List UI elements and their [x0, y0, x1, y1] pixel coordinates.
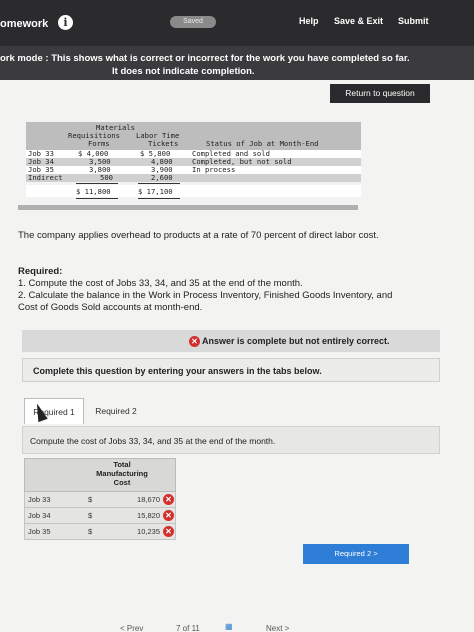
incorrect-icon: ✕ [163, 494, 174, 505]
row-label: Job 33 [28, 149, 54, 158]
row-labor: 3,900 [151, 165, 173, 174]
job-35-cost-input[interactable]: 10,235 [137, 527, 160, 536]
help-button[interactable]: Help [299, 16, 319, 26]
labor-double-underline [138, 198, 180, 199]
top-bar [0, 0, 474, 46]
job-34-cost-input[interactable]: 15,820 [137, 511, 160, 520]
job-data-table [18, 122, 358, 212]
header-materials-2: Requisitions [68, 131, 120, 140]
job-33-cost-input[interactable]: 18,670 [137, 495, 160, 504]
required-item-2b: Cost of Goods Sold accounts at month-end. [18, 302, 203, 313]
dollar-sign: $ [88, 511, 93, 520]
overhead-text: The company applies overhead to products at a rate of 70 percent of direct labor cost. [18, 230, 379, 241]
required-item-1: 1. Compute the cost of Jobs 33, 34, and 35 at the end of the month. [18, 278, 303, 289]
total-materials: $ 11,800 [76, 187, 111, 196]
work-mode-line2: It does not indicate completion. [112, 66, 255, 77]
job-33-label: Job 33 [28, 495, 51, 504]
row-status: Completed, but not sold [192, 157, 292, 166]
header-manufacturing: Manufacturing [96, 469, 148, 478]
row-labor: $ 5,800 [140, 149, 171, 158]
required-item-2a: 2. Calculate the balance in the Work in Process Inventory, Finished Goods Inventory, and [18, 290, 393, 301]
header-materials-1: Materials [96, 123, 135, 132]
row-materials: 3,800 [89, 165, 111, 174]
row-materials: $ 4,000 [78, 149, 109, 158]
row-label: Job 34 [28, 157, 54, 166]
table-separator [18, 205, 358, 210]
total-labor: $ 17,100 [138, 187, 173, 196]
job-35-label: Job 35 [28, 527, 51, 536]
page-indicator: 7 of 11 [176, 624, 200, 632]
row-status: In process [192, 165, 236, 174]
dollar-sign: $ [88, 527, 93, 536]
prev-button[interactable]: < Prev [120, 624, 144, 632]
work-mode-banner [0, 46, 474, 80]
submit-button[interactable]: Submit [398, 16, 429, 26]
instructions-text: Complete this question by entering your answers in the tabs below. [33, 366, 322, 376]
required-title: Required: [18, 266, 63, 277]
row-status: Completed and sold [192, 149, 270, 158]
answer-status-text: Answer is complete but not entirely correct. [202, 336, 390, 346]
header-total: Total [113, 460, 131, 469]
row-labor: 2,600 [151, 173, 173, 182]
materials-underline [76, 183, 118, 184]
info-icon[interactable]: i [58, 15, 73, 30]
row-label: Job 35 [28, 165, 54, 174]
header-materials-3: Forms [88, 139, 110, 148]
job-34-label: Job 34 [28, 511, 51, 520]
header-labor-2: Tickets [148, 139, 179, 148]
header-status: Status of Job at Month-End [206, 139, 319, 148]
required-2-next-button[interactable]: Required 2 > [303, 544, 409, 564]
next-button[interactable]: Next > [266, 624, 290, 632]
return-to-question-button[interactable]: Return to question [330, 84, 430, 103]
brand-label: omework [0, 18, 49, 30]
materials-double-underline [76, 198, 118, 199]
incorrect-icon: ✕ [163, 510, 174, 521]
question-text: Compute the cost of Jobs 33, 34, and 35 at the end of the month. [30, 436, 276, 446]
row-label: Indirect [28, 173, 63, 182]
table-row [26, 174, 361, 182]
saved-status-badge: Saved [170, 16, 216, 28]
tab-required-1[interactable]: Required 1 [24, 398, 84, 424]
work-mode-line1: ork mode : This shows what is correct or incorrect for the work you have completed so far. [0, 53, 410, 64]
save-exit-button[interactable]: Save & Exit [334, 16, 384, 26]
header-labor-1: Labor Time [136, 131, 180, 140]
answer-table-header-text [86, 460, 158, 487]
incorrect-icon: ✕ [163, 526, 174, 537]
row-labor: 4,800 [151, 157, 173, 166]
dollar-sign: $ [88, 495, 93, 504]
tab-required-2[interactable]: Required 2 [86, 398, 146, 424]
header-cost: Cost [113, 478, 131, 487]
row-materials: 500 [100, 173, 113, 182]
grid-icon[interactable]: ▦ [225, 622, 233, 631]
row-materials: 3,500 [89, 157, 111, 166]
incorrect-icon: ✕ [189, 336, 200, 347]
labor-underline [138, 183, 180, 184]
